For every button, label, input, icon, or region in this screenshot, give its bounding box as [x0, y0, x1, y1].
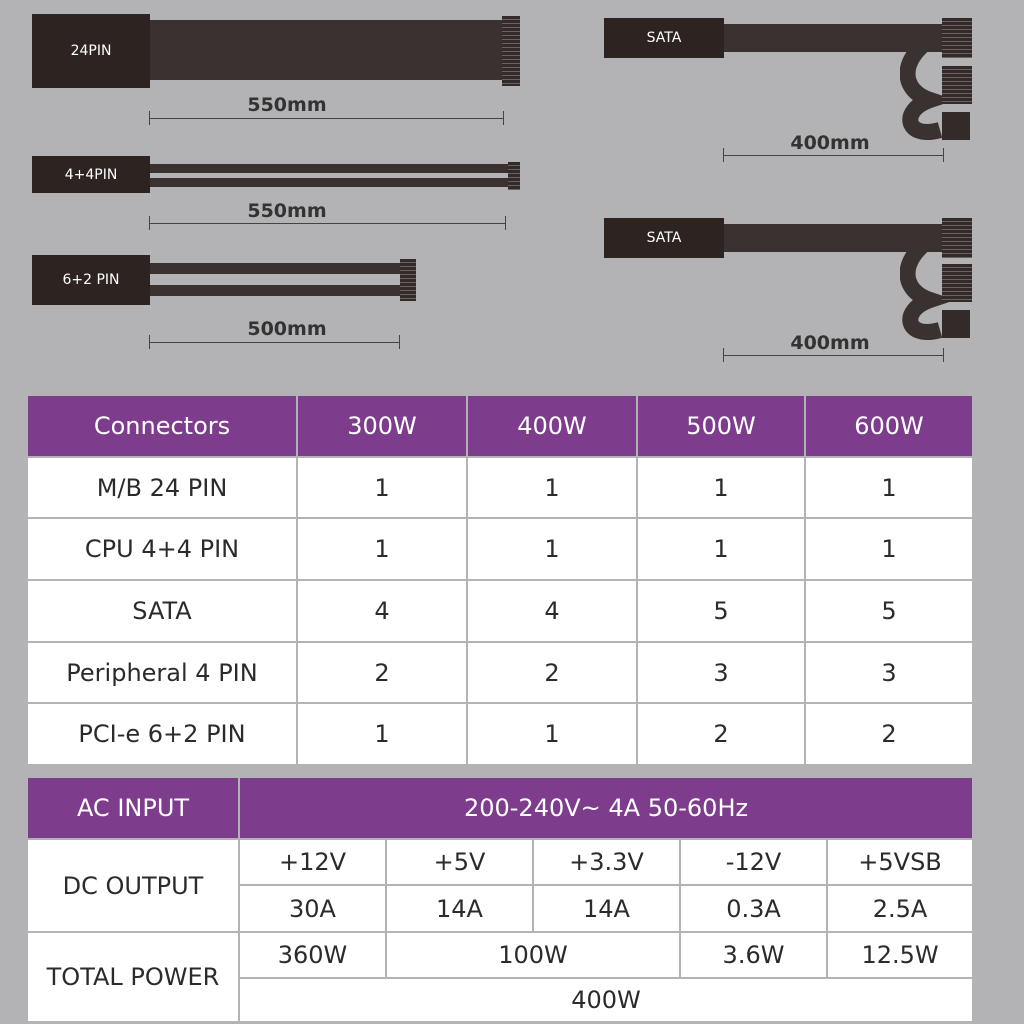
dimension-tick	[149, 335, 150, 349]
cable-44pin-length: 550mm	[247, 200, 327, 222]
cable-24pin-label	[32, 14, 150, 88]
header-400w: 400W	[467, 395, 637, 457]
cable-44pin-label	[32, 156, 150, 193]
dimension-tick	[505, 216, 506, 230]
power-neg12v: 3.6W	[680, 932, 827, 978]
dc-output-label: DC OUTPUT	[27, 839, 239, 932]
cable-62pin-connector	[400, 259, 416, 301]
table-cell: 1	[637, 457, 805, 518]
cable-sata1-label-text: SATA	[646, 30, 682, 46]
cable-62pin-label-text: 6+2 PIN	[62, 272, 120, 288]
connectors-table	[26, 394, 974, 766]
table-cell: 1	[297, 457, 467, 518]
table-row	[27, 642, 973, 703]
table-cell: 2	[297, 642, 467, 703]
power-table	[26, 776, 974, 1023]
header-500w: 500W	[637, 395, 805, 457]
dimension-tick	[943, 148, 944, 162]
table-cell: 1	[467, 518, 637, 580]
ac-input-row	[27, 777, 973, 839]
cable-62pin-label	[32, 255, 150, 305]
table-cell: 2	[467, 642, 637, 703]
table-cell: 1	[467, 703, 637, 765]
total-power-label: TOTAL POWER	[27, 932, 239, 1022]
dimension-tick	[503, 111, 504, 125]
cable-62pin-wire	[150, 285, 402, 296]
table-cell: 1	[297, 518, 467, 580]
table-row	[27, 580, 973, 642]
table-cell: 5	[805, 580, 973, 642]
cable-62pin-length: 500mm	[247, 318, 327, 340]
cable-sata1-dimension	[723, 155, 943, 156]
cable-sata1-connector	[942, 66, 972, 104]
table-cell: 3	[805, 642, 973, 703]
cable-sata1-connector	[942, 18, 972, 58]
total-power-value: 400W	[239, 978, 973, 1022]
cable-sata1-label	[604, 18, 724, 58]
rail-label: +5VSB	[827, 839, 973, 885]
cable-24pin-length: 550mm	[247, 94, 327, 116]
table-row	[27, 518, 973, 580]
row-label: M/B 24 PIN	[27, 457, 297, 518]
table-cell: 2	[805, 703, 973, 765]
cable-24pin-label-text: 24PIN	[70, 43, 112, 59]
cable-44pin-connector	[508, 162, 520, 190]
cable-sata1-length: 400mm	[790, 132, 870, 154]
rail-current: 2.5A	[827, 885, 973, 932]
cable-24pin-dimension	[149, 118, 503, 119]
dc-rails-row	[27, 839, 973, 885]
table-row	[27, 703, 973, 765]
dimension-tick	[943, 348, 944, 362]
table-cell: 1	[805, 457, 973, 518]
row-label: SATA	[27, 580, 297, 642]
table-cell: 4	[297, 580, 467, 642]
cable-44pin-label-text: 4+4PIN	[64, 166, 118, 183]
dimension-tick	[149, 111, 150, 125]
cable-24pin-connector	[502, 16, 520, 86]
power-12v: 360W	[239, 932, 386, 978]
ac-input-value: 200-240V~ 4A 50-60Hz	[239, 777, 973, 839]
cable-44pin-wire	[150, 164, 510, 173]
dimension-tick	[723, 348, 724, 362]
cable-44pin-wire	[150, 178, 510, 187]
cable-sata2-dimension	[723, 355, 943, 356]
header-600w: 600W	[805, 395, 973, 457]
connectors-header-row	[27, 395, 973, 457]
cable-sata2-label-text: SATA	[646, 230, 682, 246]
table-cell: 2	[637, 703, 805, 765]
rail-current: 14A	[533, 885, 680, 932]
rail-label: +5V	[386, 839, 533, 885]
cable-62pin-dimension	[149, 342, 399, 343]
table-row	[27, 457, 973, 518]
cable-sata1-connector	[942, 112, 970, 140]
table-cell: 4	[467, 580, 637, 642]
rail-power-row	[27, 932, 973, 978]
dimension-tick	[723, 148, 724, 162]
table-cell: 3	[637, 642, 805, 703]
cable-62pin-wire	[150, 263, 402, 274]
row-label: CPU 4+4 PIN	[27, 518, 297, 580]
cable-24pin-wire	[150, 20, 504, 80]
header-connectors: Connectors	[27, 395, 297, 457]
rail-current: 14A	[386, 885, 533, 932]
rail-current: 30A	[239, 885, 386, 932]
table-cell: 1	[637, 518, 805, 580]
row-label: Peripheral 4 PIN	[27, 642, 297, 703]
table-cell: 1	[297, 703, 467, 765]
cable-sata2-connector	[942, 310, 970, 338]
dimension-tick	[399, 335, 400, 349]
rail-current: 0.3A	[680, 885, 827, 932]
rail-label: +3.3V	[533, 839, 680, 885]
table-cell: 1	[467, 457, 637, 518]
rail-label: +12V	[239, 839, 386, 885]
cable-sata2-connector	[942, 264, 972, 302]
cable-sata2-label	[604, 218, 724, 258]
row-label: PCI-e 6+2 PIN	[27, 703, 297, 765]
power-5vsb: 12.5W	[827, 932, 973, 978]
table-cell: 5	[637, 580, 805, 642]
cable-sata2-length: 400mm	[790, 332, 870, 354]
dimension-tick	[149, 216, 150, 230]
rail-label: -12V	[680, 839, 827, 885]
cable-44pin-dimension	[149, 223, 505, 224]
cable-sata2-connector	[942, 218, 972, 258]
table-cell: 1	[805, 518, 973, 580]
ac-input-label: AC INPUT	[27, 777, 239, 839]
power-5v-33v: 100W	[386, 932, 680, 978]
header-300w: 300W	[297, 395, 467, 457]
